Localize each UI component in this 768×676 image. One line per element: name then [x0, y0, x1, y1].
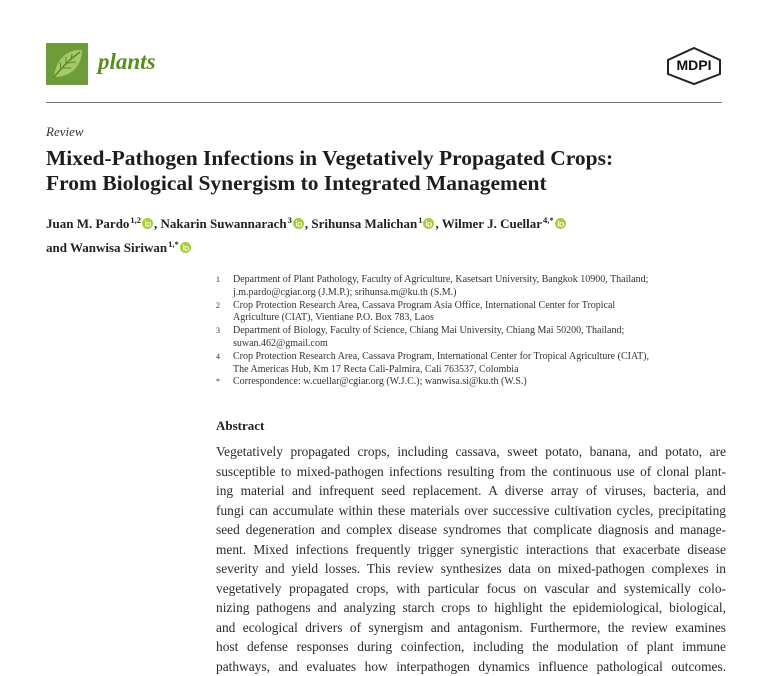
affiliation: [216, 274, 726, 300]
abstract-line: ment. Mixed infections frequently trigger synergistic interactions that exacerbate disease: [216, 540, 726, 560]
affiliation-line: suwan.462@gmail.com: [233, 338, 726, 351]
author-name: Nakarin Suwannarach: [161, 216, 287, 231]
author-affiliation-marker: 1: [418, 215, 422, 225]
mdpi-hexagon-logo: [666, 47, 722, 85]
abstract-line: fungi can accumulate within these materials over successive cultivation cycles, precipitating: [216, 501, 726, 521]
affiliation-line: Correspondence: w.cuellar@cgiar.org (W.J.C.); wanwisa.si@ku.th (W.S.): [233, 376, 726, 389]
author-line: [46, 234, 726, 258]
header-divider: [46, 102, 722, 103]
author-affiliation-marker: 1,*: [168, 239, 179, 249]
author-affiliation-marker: 1,2: [130, 215, 141, 225]
affiliation-marker: 2: [216, 300, 220, 313]
affiliation-list: [216, 274, 726, 389]
author[interactable]: [442, 216, 567, 231]
affiliation-line: j.m.pardo@cgiar.org (J.M.P.); srihunsa.m@ku.th (S.M.): [233, 287, 726, 300]
abstract-line: susceptible to mixed-pathogen infections resulting from the continuous use of clonal plant-: [216, 462, 726, 482]
author-separator: ,: [305, 216, 312, 231]
affiliation: [216, 351, 726, 377]
journal-name: plants: [98, 50, 156, 73]
author-name: Wilmer J. Cuellar: [442, 216, 542, 231]
affiliation-line: Agriculture (CIAT), Vientiane P.O. Box 783, Laos: [233, 312, 726, 325]
affiliation: [216, 325, 726, 351]
orcid-icon[interactable]: [180, 242, 191, 253]
author-name: Juan M. Pardo: [46, 216, 129, 231]
affiliation-marker: 1: [216, 274, 220, 287]
article-title: [46, 146, 726, 196]
affiliation: [216, 300, 726, 326]
author-separator: ,: [154, 216, 161, 231]
author[interactable]: [46, 216, 154, 231]
affiliation-line: Crop Protection Research Area, Cassava Program Asia Office, International Center for Tropical: [233, 300, 726, 313]
author[interactable]: [161, 216, 305, 231]
author-name: and Wanwisa Siriwan: [46, 240, 167, 255]
orcid-icon[interactable]: [555, 218, 566, 229]
abstract-line: and ecological drivers of synergism and antagonism. Furthermore, the review examines: [216, 618, 726, 638]
author-name: Srihunsa Malichan: [311, 216, 417, 231]
abstract-line: Vegetatively propagated crops, including cassava, sweet potato, banana, and potato, are: [216, 442, 726, 462]
title-line: Mixed-Pathogen Infections in Vegetatively Propagated Crops:: [46, 146, 726, 171]
article-type: Review: [46, 124, 84, 140]
author[interactable]: [46, 240, 192, 255]
abstract-line: nizing pathogens and analyzing starch crops to highlight the epidemiological, biological,: [216, 598, 726, 618]
author-affiliation-marker: 4,*: [543, 215, 554, 225]
abstract-body: [216, 442, 726, 676]
abstract-line: pathways, and evaluates how interpathogen dynamics influence pathological outcomes.: [216, 657, 726, 676]
affiliation-marker: 3: [216, 325, 220, 338]
title-line: From Biological Synergism to Integrated Management: [46, 171, 726, 196]
affiliation-marker: *: [216, 376, 220, 389]
orcid-icon[interactable]: [423, 218, 434, 229]
publisher-name: MDPI: [666, 57, 722, 73]
abstract-line: ing material and infrequent seed replacement. A diverse array of viruses, bacteria, and: [216, 481, 726, 501]
abstract-line: severity and yield losses. This review synthesizes data on mixed-pathogen complexes in: [216, 559, 726, 579]
author-affiliation-marker: 3: [288, 215, 292, 225]
leaf-logo-icon: [46, 43, 88, 85]
abstract-line: seed degeneration and complex disease syndromes that complicate diagnosis and manage-: [216, 520, 726, 540]
affiliation-line: Crop Protection Research Area, Cassava Program, International Center for Tropical Agriculture (CIAT),: [233, 351, 726, 364]
author-separator: ,: [435, 216, 441, 231]
affiliation-line: The Americas Hub, Km 17 Recta Cali-Palmira, Cali 763537, Colombia: [233, 364, 726, 377]
orcid-icon[interactable]: [142, 218, 153, 229]
journal-header: [46, 43, 722, 87]
affiliation-line: Department of Plant Pathology, Faculty of Agriculture, Kasetsart University, Bangkok 10900, Thailand;: [233, 274, 726, 287]
author-line: [46, 210, 726, 234]
author[interactable]: [311, 216, 435, 231]
affiliation: [216, 376, 726, 389]
abstract-heading: Abstract: [216, 418, 264, 434]
author-list: [46, 210, 726, 258]
abstract-line: host defense responses during coinfection, including the modulation of plant immune: [216, 637, 726, 657]
affiliation-marker: 4: [216, 351, 220, 364]
orcid-icon[interactable]: [293, 218, 304, 229]
affiliation-line: Department of Biology, Faculty of Science, Chiang Mai University, Chiang Mai 50200, Thailand;: [233, 325, 726, 338]
abstract-line: vegetatively propagated crops, with particular focus on vascular and systemically colo-: [216, 579, 726, 599]
